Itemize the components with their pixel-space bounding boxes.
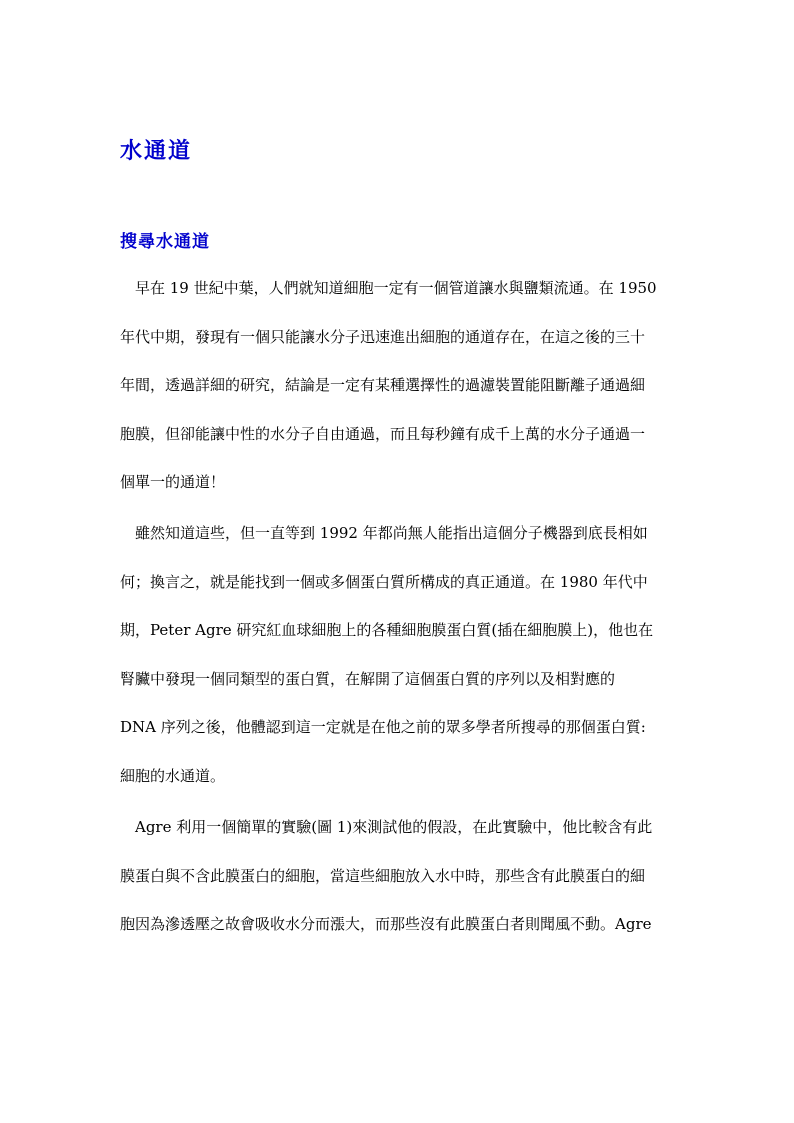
paragraph-line: 細胞的水通道。 <box>120 766 226 785</box>
paragraph-line: 膜蛋白與不含此膜蛋白的細胞，當這些細胞放入水中時，那些含有此膜蛋白的細 <box>120 866 646 885</box>
paragraph-line: 雖然知道這些，但一直等到 1992 年都尚無人能指出這個分子機器到底長相如 <box>120 524 648 542</box>
paragraph-line: 年代中期，發現有一個只能讓水分子迅速進出細胞的通道存在，在這之後的三十 <box>120 327 646 346</box>
paragraph-line: 個單一的通道！ <box>120 473 226 491</box>
paragraph-line: 期，Peter Agre 研究紅血球細胞上的各種細胞膜蛋白質(插在細胞膜上)，他也在 <box>120 621 654 639</box>
paragraph-line: 年間，透過詳細的研究，結論是一定有某種選擇性的過濾裝置能阻斷離子通過細 <box>120 376 646 394</box>
paragraph-line: 何；換言之，就是能找到一個或多個蛋白質所構成的真正通道。在 1980 年代中 <box>120 572 648 591</box>
paragraph-line: 腎臟中發現一個同類型的蛋白質，在解開了這個蛋白質的序列以及相對應的 <box>120 669 616 688</box>
paragraph-3 <box>120 815 690 961</box>
paragraph-line: 胞因為滲透壓之故會吸收水分而漲大，而那些沒有此膜蛋白者則聞風不動。Agre <box>120 915 652 933</box>
paragraph-2 <box>120 521 690 812</box>
page-title: 水通道 <box>120 138 193 164</box>
paragraph-line: DNA 序列之後，他體認到這一定就是在他之前的眾多學者所搜尋的那個蛋白質: <box>120 718 646 736</box>
paragraph-line: 早在 19 世紀中葉，人們就知道細胞一定有一個管道讓水與鹽類流通。在 1950 <box>120 279 657 297</box>
paragraph-line: Agre 利用一個簡單的實驗(圖 1)來測試他的假設，在此實驗中，他比較含有此 <box>120 818 653 836</box>
section-heading: 搜尋水通道 <box>120 232 210 252</box>
paragraph-1 <box>120 276 690 519</box>
paragraph-line: 胞膜，但卻能讓中性的水分子自由通過，而且每秒鐘有成千上萬的水分子通過一 <box>120 424 646 443</box>
